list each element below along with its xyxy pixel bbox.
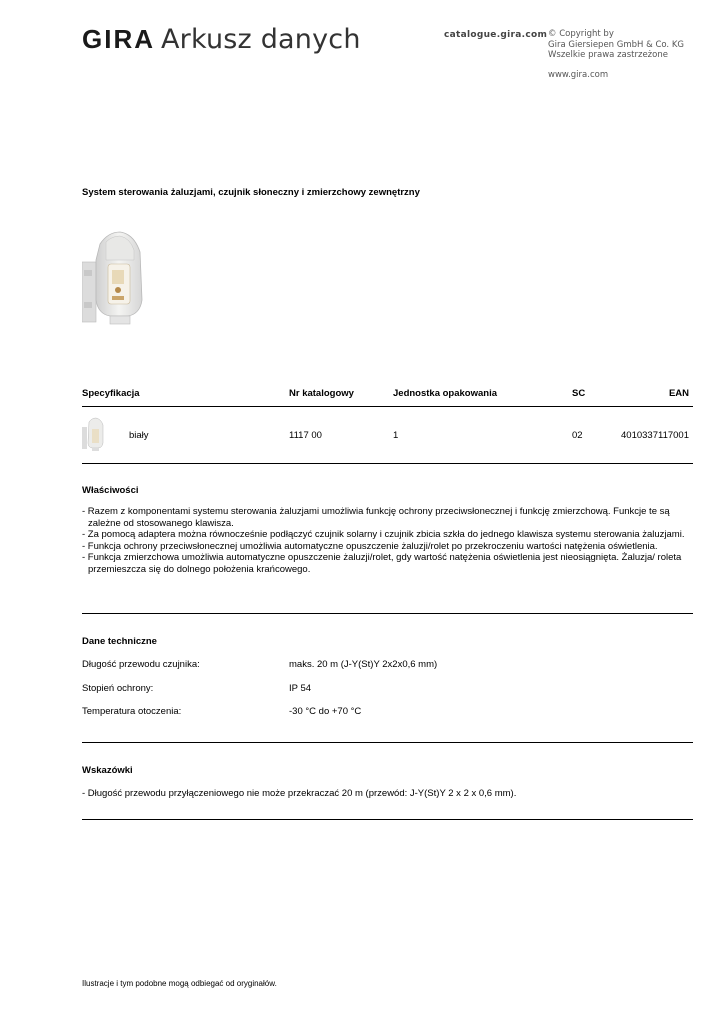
footer-disclaimer: Ilustracje i tym podobne mogą odbiegać od oryginałów. xyxy=(82,979,277,988)
notes-text: - Długość przewodu przyłączeniowego nie może przekraczać 20 m (przewód: J-Y(St)Y 2 x 2 x 0,6 mm). xyxy=(82,788,517,799)
technical-title: Dane techniczne xyxy=(82,636,157,647)
row-sc: 02 xyxy=(572,430,583,441)
catalogue-link[interactable]: catalogue.gira.com xyxy=(444,30,548,40)
tech-label: Temperatura otoczenia: xyxy=(82,706,182,717)
section-divider xyxy=(82,613,693,614)
tech-value: -30 °C do +70 °C xyxy=(289,706,362,717)
copyright-line: Wszelkie prawa zastrzeżone xyxy=(548,50,668,60)
website-link[interactable]: www.gira.com xyxy=(548,70,609,80)
properties-title: Właściwości xyxy=(82,485,139,496)
document-title: Arkusz danych xyxy=(161,24,361,55)
tech-label: Stopień ochrony: xyxy=(82,683,154,694)
list-item: - Funkcja ochrony przeciwsłonecznej umożliwia automatyczne opuszczenie żaluzji/rolet po przekroczeniu wartości natężenia oświetlenia. xyxy=(82,540,658,552)
list-item: - Razem z komponentami systemu sterowania żaluzjami umożliwia funkcję ochrony przeciwsłonecznej i funkcję zmierzchową. Funkcje te są zależne od stosowanego klawisza. xyxy=(82,506,670,529)
tech-value: maks. 20 m (J-Y(St)Y 2x2x0,6 mm) xyxy=(289,659,438,670)
table-divider xyxy=(82,406,693,407)
row-packaging: 1 xyxy=(393,430,399,441)
tech-label: Długość przewodu czujnika: xyxy=(82,659,200,670)
row-ean: 4010337117001 xyxy=(621,430,689,441)
col-header-ean: EAN xyxy=(668,388,689,399)
row-color: biały xyxy=(129,430,149,441)
copyright-block xyxy=(548,29,684,61)
properties-list xyxy=(82,506,692,575)
col-header-packaging: Jednostka opakowania xyxy=(393,388,498,399)
col-header-sc: SC xyxy=(572,388,586,399)
col-header-catalog-no: Nr katalogowy xyxy=(289,388,354,399)
col-header-specification: Specyfikacja xyxy=(82,388,140,399)
gira-logo: GIRA xyxy=(82,24,155,54)
section-divider xyxy=(82,819,693,820)
copyright-line: © Copyright by xyxy=(548,29,614,39)
header-brand xyxy=(82,24,361,58)
table-bottom-divider xyxy=(82,463,693,464)
notes-title: Wskazówki xyxy=(82,765,133,776)
list-item: - Za pomocą adaptera można równocześnie podłączyć czujnik solarny i czujnik zbicia szkła do jednego klawisza systemu sterowania żaluzjami. xyxy=(82,529,685,540)
list-item: - Funkcja zmierzchowa umożliwia automatyczne opuszczenie żaluzji/rolet, gdy wartość natężenia oświetlenia jest nieosiągnięta. Żaluzja/ roleta przemieszcza się do dolnego położenia krańcowego. xyxy=(82,552,682,575)
product-image xyxy=(82,230,144,325)
copyright-line: Gira Giersiepen GmbH & Co. KG xyxy=(548,39,684,50)
tech-value: IP 54 xyxy=(289,683,312,694)
product-thumbnail xyxy=(82,417,104,451)
section-divider xyxy=(82,742,693,743)
row-catalog-no: 1117 00 xyxy=(289,430,322,441)
product-subtitle: System sterowania żaluzjami, czujnik słoneczny i zmierzchowy zewnętrzny xyxy=(82,187,420,198)
